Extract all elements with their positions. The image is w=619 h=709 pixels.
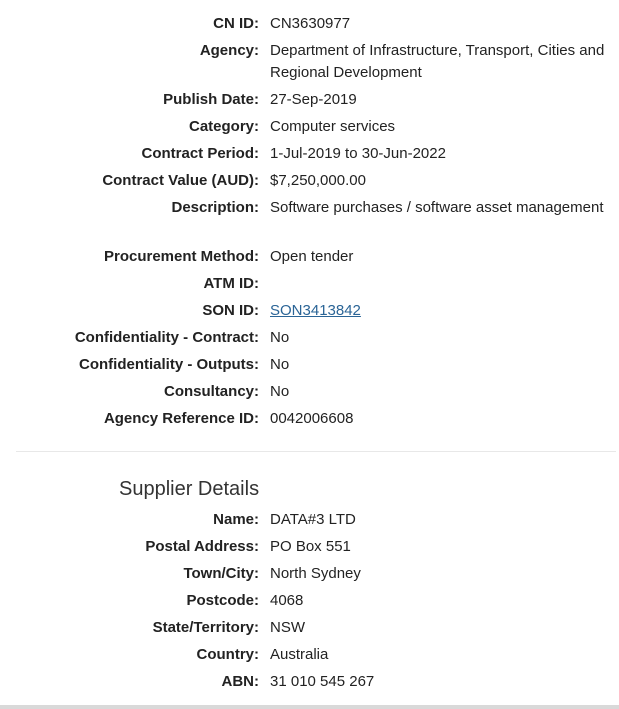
- son-id-link[interactable]: SON3413842: [270, 302, 361, 319]
- contract-value-label: Contract Value (AUD):: [102, 172, 259, 189]
- procurement-method-value: Open tender: [270, 248, 354, 265]
- agency-reference-id-label: Agency Reference ID:: [103, 410, 259, 427]
- agency-value: Department of Infrastructure, Transport, Cities and Regional Development: [270, 42, 605, 81]
- agency-label: Agency:: [199, 42, 259, 59]
- consultancy-label: Consultancy:: [163, 383, 259, 400]
- country-label: Country:: [196, 646, 259, 663]
- abn-label: ABN:: [221, 673, 259, 690]
- confidentiality-outputs-value: No: [270, 356, 290, 373]
- postal-address-value: PO Box 551: [270, 538, 351, 555]
- category-label: Category:: [188, 118, 259, 135]
- contract-period-value: 1-Jul-2019 to 30-Jun-2022: [270, 145, 446, 162]
- publish-date-value: 27-Sep-2019: [270, 91, 357, 108]
- cn-id-value: CN3630977: [270, 15, 351, 32]
- confidentiality-contract-value: No: [270, 329, 290, 346]
- agency-reference-id-value: 0042006608: [270, 410, 354, 427]
- postcode-label: Postcode:: [186, 592, 259, 609]
- cn-id-label: CN ID:: [213, 15, 259, 32]
- contract-value-value: $7,250,000.00: [270, 172, 366, 189]
- procurement-method-label: Procurement Method:: [103, 248, 259, 265]
- bottom-border: [0, 705, 619, 709]
- town-city-value: North Sydney: [270, 565, 361, 582]
- state-territory-label: State/Territory:: [152, 619, 259, 636]
- section-divider: [16, 451, 616, 452]
- description-value: Software purchases / software asset management: [270, 199, 604, 216]
- contract-period-label: Contract Period:: [141, 145, 259, 162]
- confidentiality-outputs-label: Confidentiality - Outputs:: [79, 356, 259, 373]
- son-id-label: SON ID:: [202, 302, 259, 319]
- supplier-name-label: Name:: [213, 511, 259, 528]
- state-territory-value: NSW: [270, 619, 305, 636]
- supplier-details-heading: Supplier Details: [119, 478, 260, 500]
- country-value: Australia: [270, 646, 329, 663]
- confidentiality-contract-label: Confidentiality - Contract:: [74, 329, 259, 346]
- category-value: Computer services: [270, 118, 396, 135]
- consultancy-value: No: [270, 383, 290, 400]
- abn-value: 31 010 545 267: [270, 673, 375, 690]
- town-city-label: Town/City:: [183, 565, 259, 582]
- postcode-value: 4068: [270, 592, 304, 609]
- description-label: Description:: [171, 199, 259, 216]
- postal-address-label: Postal Address:: [145, 538, 259, 555]
- supplier-name-value: DATA#3 LTD: [270, 511, 356, 528]
- atm-id-label: ATM ID:: [203, 275, 259, 292]
- publish-date-label: Publish Date:: [163, 91, 259, 108]
